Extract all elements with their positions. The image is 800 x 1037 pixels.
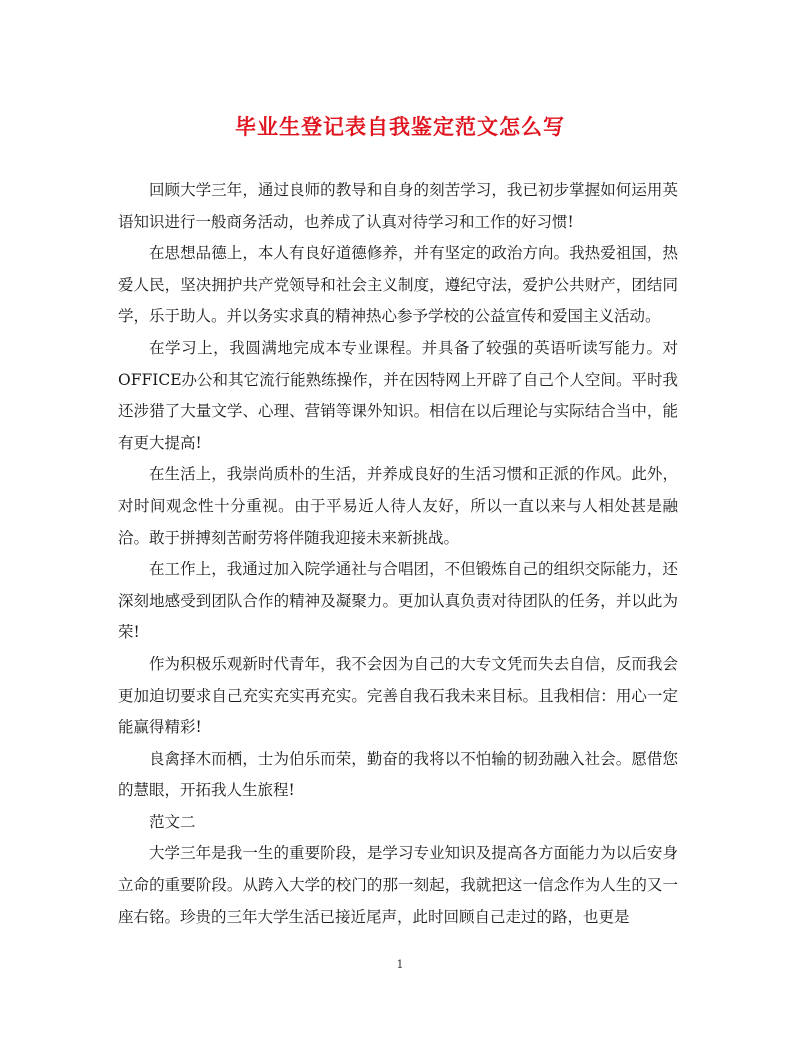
paragraph-work: 在工作上，我通过加入院学通社与合唱团，不但锻炼自己的组织交际能力，还深刻地感受到团队合作的精神及凝聚力。更加认真负责对待团队的任务，并以此为荣! xyxy=(118,560,678,642)
section-heading-sample-two: 范文二 xyxy=(149,812,196,831)
paragraph-moral: 在思想品德上，本人有良好道德修养，并有坚定的政治方向。我热爱祖国，热爱人民，坚决拥护共产党领导和社会主义制度，遵纪守法，爱护公共财产，团结同学，乐于助人。并以务实求真的精神热心参予学校的公益宣传和爱国主义活动。 xyxy=(118,244,678,326)
paragraph-sample-two: 大学三年是我一生的重要阶段，是学习专业知识及提高各方面能力为以后安身立命的重要阶段。从跨入大学的校门的那一刻起，我就把这一信念作为人生的又一座右铭。珍贵的三年大学生活已接近尾声，此时回顾自己走过的路，也更是 xyxy=(118,844,678,926)
paragraph-closing: 良禽择木而栖，士为伯乐而荣，勤奋的我将以不怕输的韧劲融入社会。愿借您的慧眼，开拓我人生旅程! xyxy=(118,749,678,800)
document-title: 毕业生登记表自我鉴定范文怎么写 xyxy=(235,114,565,139)
paragraph-life: 在生活上，我崇尚质朴的生活，并养成良好的生活习惯和正派的作风。此外，对时间观念性十分重视。由于平易近人待人友好，所以一直以来与人相处甚是融洽。敢于拼搏刻苦耐劳将伴随我迎接未来新挑战。 xyxy=(118,465,678,547)
paragraph-youth: 作为积极乐观新时代青年，我不会因为自己的大专文凭而失去自信，反而我会更加迫切要求自己充实充实再充实。完善自我石我未来目标。且我相信：用心一定能赢得精彩! xyxy=(118,654,678,737)
document-body xyxy=(118,175,678,933)
page-number: 1 xyxy=(396,958,404,971)
paragraph-review: 回顾大学三年，通过良师的教导和自身的刻苦学习，我已初步掌握如何运用英语知识进行一般商务活动，也养成了认真对待学习和工作的好习惯! xyxy=(118,181,678,231)
paragraph-study: 在学习上，我圆满地完成本专业课程。并具备了较强的英语听读写能力。对OFFICE办公和其它流行能熟练操作，并在因特网上开辟了自己个人空间。平时我还涉猎了大量文学、心理、营销等课外知识。相信在以后理论与实际结合当中，能有更大提高! xyxy=(118,338,678,452)
